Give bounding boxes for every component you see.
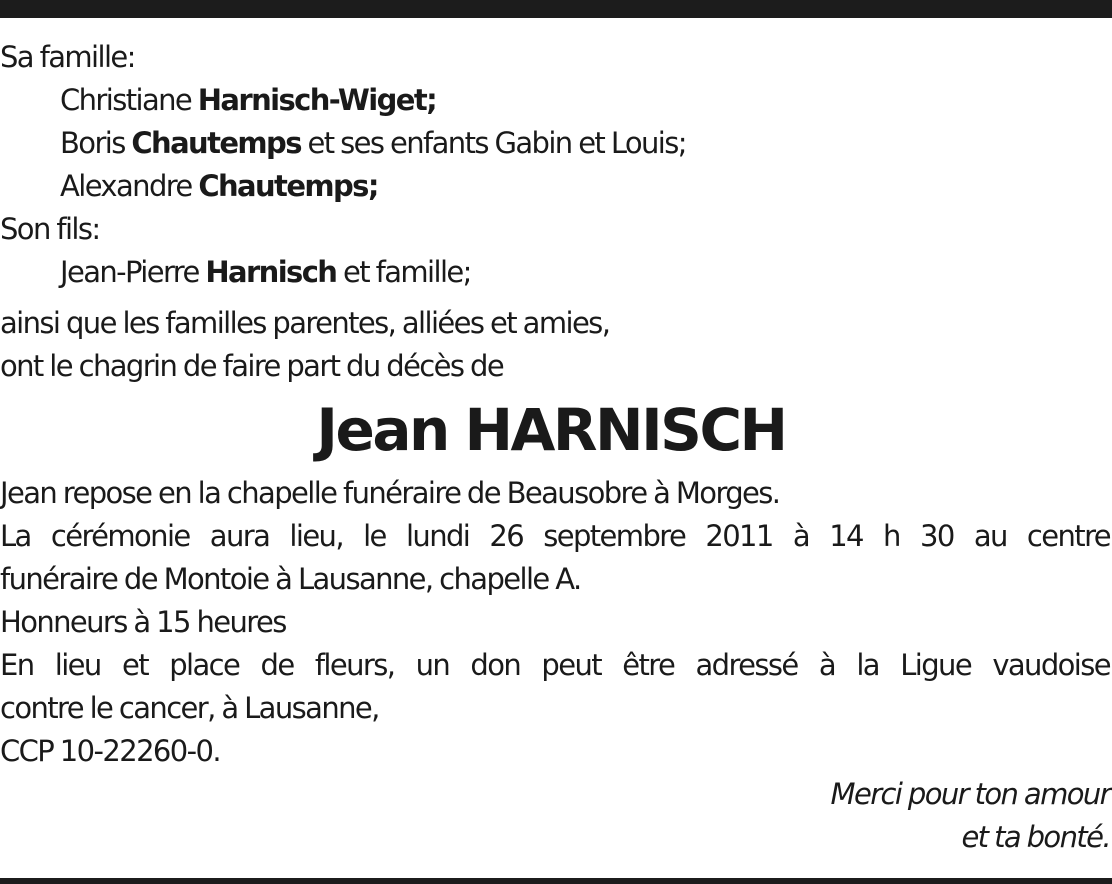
first-name: Jean-Pierre — [60, 255, 199, 289]
details-line: La cérémonie aura lieu, le lundi 26 septembre 2011 à 14 h 30 au centre — [0, 519, 1110, 553]
details-line: Jean repose en la chapelle funéraire de Beausobre à Morges. — [0, 476, 780, 510]
closing-line: Merci pour ton amour — [830, 777, 1110, 811]
obituary-notice — [0, 36, 1110, 859]
bottom-rule — [0, 878, 1112, 884]
first-name: Christiane — [60, 83, 192, 117]
first-name: Boris — [60, 126, 125, 160]
first-name: Alexandre — [60, 169, 192, 203]
family-member — [0, 122, 1110, 165]
last-name: Chautemps — [131, 126, 301, 160]
son-member — [0, 251, 1110, 294]
member-note: et famille; — [342, 255, 471, 289]
closing-line: et ta bonté. — [961, 820, 1110, 854]
details-line: En lieu et place de fleurs, un don peut être adressé à la Ligue vaudoise — [0, 648, 1110, 682]
details-line: contre le cancer, à Lausanne, — [0, 691, 379, 725]
intro-line: ont le chagrin de faire part du décès de — [0, 349, 504, 383]
details-line: CCP 10-22260-0. — [0, 734, 220, 768]
family-member — [0, 165, 1110, 208]
son-label: Son fils: — [0, 212, 100, 246]
family-label: Sa famille: — [0, 40, 135, 74]
member-note: et ses enfants Gabin et Louis; — [307, 126, 686, 160]
deceased-name: Jean HARNISCH — [316, 396, 786, 464]
intro-line: ainsi que les familles parentes, alliées et amies, — [0, 306, 610, 340]
last-name: Harnisch-Wiget; — [197, 83, 437, 117]
details-line: Honneurs à 15 heures — [0, 605, 286, 639]
details-line: funéraire de Montoie à Lausanne, chapelle A. — [0, 562, 581, 596]
top-rule — [0, 0, 1112, 18]
last-name: Harnisch — [205, 255, 337, 289]
family-member — [0, 79, 1110, 122]
last-name: Chautemps; — [198, 169, 378, 203]
